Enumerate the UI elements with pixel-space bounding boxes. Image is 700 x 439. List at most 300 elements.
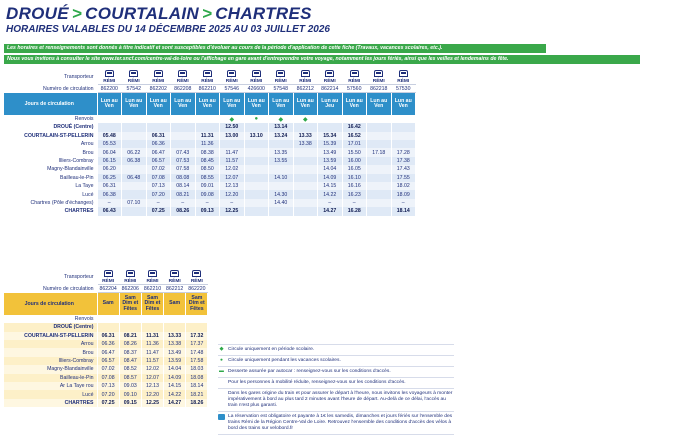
stop-row	[4, 332, 208, 340]
renvois-label: Renvois	[4, 115, 97, 123]
train-number: 57560	[342, 85, 367, 93]
days-cell: Sam Dim et Fêtes	[141, 293, 163, 315]
carrier-name: RÉMI	[168, 279, 181, 284]
carrier-cell	[171, 70, 196, 85]
stop-time: 16.52	[342, 132, 367, 140]
stop-time: 06.57	[146, 157, 171, 165]
stop-time: 07.53	[171, 157, 196, 165]
stop-time	[293, 123, 318, 131]
stop-time: 16.05	[342, 165, 367, 173]
days-row	[4, 93, 416, 115]
train-number: 862210	[195, 85, 220, 93]
stop-time	[367, 182, 392, 190]
train-number: 57530	[391, 85, 416, 93]
train-number-label: Numéro de circulation	[4, 285, 97, 293]
carrier-cell	[391, 70, 416, 85]
renvois-cell: ◆	[220, 115, 245, 123]
carrier-cell	[367, 70, 392, 85]
stop-time: 11.57	[141, 357, 163, 365]
train-number: 862206	[119, 285, 141, 293]
stop-time: 08.47	[119, 357, 141, 365]
stop-row	[4, 340, 208, 348]
stop-time	[269, 165, 294, 173]
legend-item	[218, 412, 454, 435]
legend-text: La réservation est obligatoire et payante à 1€ les samedis, dimanches et jours fériés sur l'ensemble des trains Rémi de la Région Centre-Val de Loire. Retrouvez l'ensemble des conditions d'accès des vélos à bord des trains sur velobord.fr	[228, 414, 453, 431]
renvois-cell	[195, 115, 220, 123]
renvois-row	[4, 115, 416, 123]
stop-name: Bailleau-le-Pin	[4, 174, 97, 182]
stop-name: Arrou	[4, 140, 97, 148]
train-number: 862210	[141, 285, 163, 293]
stop-row	[4, 157, 416, 165]
carrier-cell	[141, 270, 163, 285]
legend-symbol: ●	[220, 358, 223, 363]
carrier-row	[4, 270, 208, 285]
train-number: 57542	[122, 85, 147, 93]
legend-item	[218, 344, 454, 356]
stop-time: 08.08	[171, 174, 196, 182]
renvois-cell	[342, 115, 367, 123]
stop-time: 11.47	[141, 348, 163, 356]
carrier-cell	[220, 70, 245, 85]
stop-time	[244, 165, 269, 173]
days-label: Jours de circulation	[4, 293, 97, 315]
stop-time: 07.25	[146, 207, 171, 215]
stop-time	[171, 132, 196, 140]
carrier-cell	[119, 270, 141, 285]
days-cell: Lun au Jeu	[318, 93, 343, 115]
carrier-label: Transporteur	[4, 270, 97, 285]
train-icon	[192, 270, 201, 277]
renvois-label: Renvois	[4, 315, 97, 323]
renvois-cell	[119, 315, 141, 323]
stop-time: 14.09	[318, 174, 343, 182]
carrier-cell	[146, 70, 171, 85]
days-cell: Lun au Ven	[342, 93, 367, 115]
stop-time	[244, 140, 269, 148]
stop-time	[119, 323, 141, 331]
stop-name: Arrou	[4, 340, 97, 348]
stop-time: 13.33	[293, 132, 318, 140]
stop-time	[244, 123, 269, 131]
stop-time: 12.20	[141, 390, 163, 398]
stop-time: 08.38	[195, 148, 220, 156]
stop-name: COURTALAIN-ST-PELLERIN	[4, 332, 97, 340]
page-title	[6, 4, 312, 24]
train-number: 426600	[244, 85, 269, 93]
stop-time: –	[171, 199, 196, 207]
renvois-cell	[171, 115, 196, 123]
train-icon	[170, 270, 179, 277]
stop-time: –	[391, 199, 416, 207]
separator-2: >	[201, 4, 213, 23]
stop-name: CHARTRES	[4, 207, 97, 215]
stop-name: Brou	[4, 348, 97, 356]
timetable-weekend	[4, 270, 208, 407]
train-icon	[374, 70, 383, 77]
stop-time	[244, 157, 269, 165]
stop-time	[244, 182, 269, 190]
stop-time: –	[195, 199, 220, 207]
days-cell: Lun au Ven	[293, 93, 318, 115]
renvois-cell: ◆	[293, 115, 318, 123]
stop-time: –	[97, 199, 122, 207]
carrier-cell	[122, 70, 147, 85]
train-icon	[129, 70, 138, 77]
stop-time	[269, 182, 294, 190]
stop-time: 06.15	[97, 157, 122, 165]
carrier-name: RÉMI	[152, 79, 165, 84]
carrier-name: RÉMI	[250, 79, 263, 84]
days-cell: Lun au Ven	[171, 93, 196, 115]
days-cell: Lun au Ven	[220, 93, 245, 115]
stop-row	[4, 182, 416, 190]
stop-time: 16.10	[342, 174, 367, 182]
renvois-cell	[141, 315, 163, 323]
stop-time: 11.36	[141, 340, 163, 348]
renvois-cell	[391, 115, 416, 123]
stop-name: DROUÉ (Centre)	[4, 323, 97, 331]
stop-time	[293, 199, 318, 207]
stop-time: 06.57	[97, 357, 119, 365]
legend-text: Circule uniquement pendant les vacances scolaires.	[228, 358, 341, 363]
stop-time: 07.10	[122, 199, 147, 207]
stop-time	[220, 140, 245, 148]
days-cell: Lun au Ven	[367, 93, 392, 115]
stop-time	[269, 140, 294, 148]
stop-time: 14.15	[164, 382, 186, 390]
stop-time	[122, 140, 147, 148]
stop-time: 11.31	[195, 132, 220, 140]
train-icon	[148, 270, 157, 277]
train-icon	[276, 70, 285, 77]
train-number: 57546	[220, 85, 245, 93]
stop-time: 12.50	[220, 123, 245, 131]
stop-time: 16.42	[342, 123, 367, 131]
train-number: 862202	[146, 85, 171, 93]
stop-time: 08.50	[195, 165, 220, 173]
legend-text: Dans les gares origine du train et pour assurer le départ à l'heure, nous invitons les voyageurs à monter impérativement à bord au plus tard 2 minutes avant l'heure de départ. Au-delà de ce délai, l'accès au train n'est plus garanti.	[228, 391, 453, 408]
stop-time: 13.35	[269, 148, 294, 156]
stop-time: 07.13	[146, 182, 171, 190]
stop-time: 14.27	[318, 207, 343, 215]
train-icon	[126, 270, 135, 277]
stop-row	[4, 323, 208, 331]
stop-time: 13.24	[269, 132, 294, 140]
stop-time: 07.13	[97, 382, 119, 390]
carrier-name: RÉMI	[372, 79, 385, 84]
stop-row	[4, 132, 416, 140]
legend-item	[218, 378, 454, 389]
stop-time	[293, 182, 318, 190]
stop-time: 09.10	[119, 390, 141, 398]
stop-time: 07.43	[171, 148, 196, 156]
legend-symbol: ◆	[219, 347, 224, 352]
stop-row	[4, 123, 416, 131]
carrier-cell	[318, 70, 343, 85]
stop-time: 09.13	[195, 207, 220, 215]
stop-name: Magny-Blandainville	[4, 365, 97, 373]
stop-time: 15.34	[318, 132, 343, 140]
carrier-name: RÉMI	[103, 79, 116, 84]
stop-row	[4, 357, 208, 365]
train-number-label: Numéro de circulation	[4, 85, 97, 93]
carrier-name: RÉMI	[225, 79, 238, 84]
destination-name: CHARTRES	[215, 4, 312, 23]
train-number: 862212	[293, 85, 318, 93]
stop-time	[391, 132, 416, 140]
stop-time: 12.07	[141, 374, 163, 382]
stop-time: 08.26	[171, 207, 196, 215]
stop-time: 13.14	[269, 123, 294, 131]
stop-time: 16.16	[342, 182, 367, 190]
timetable-weekday	[4, 70, 416, 216]
stop-time	[122, 190, 147, 198]
renvois-cell	[318, 115, 343, 123]
stop-time	[293, 148, 318, 156]
stop-time: 12.20	[220, 190, 245, 198]
stop-time: 16.23	[342, 190, 367, 198]
stop-time: 06.31	[97, 182, 122, 190]
stop-time	[141, 323, 163, 331]
stop-row	[4, 165, 416, 173]
stop-time: 06.22	[122, 148, 147, 156]
stop-time	[171, 123, 196, 131]
stop-time: 14.30	[269, 190, 294, 198]
train-icon	[227, 70, 236, 77]
stop-time	[122, 123, 147, 131]
stop-time: 11.47	[220, 148, 245, 156]
carrier-name: RÉMI	[323, 79, 336, 84]
carrier-name: RÉMI	[397, 79, 410, 84]
stop-time: 06.04	[97, 148, 122, 156]
stop-name: Magny-Blandainville	[4, 165, 97, 173]
stop-time	[122, 132, 147, 140]
stop-row	[4, 390, 208, 398]
stop-name: Lucé	[4, 190, 97, 198]
stop-time: 06.47	[146, 148, 171, 156]
stop-time: 17.58	[186, 357, 208, 365]
stop-time	[367, 199, 392, 207]
renvois-cell	[97, 115, 122, 123]
stop-time	[367, 132, 392, 140]
bus-icon: ▬	[219, 369, 224, 374]
stop-time: 13.49	[318, 148, 343, 156]
legend-item	[218, 367, 454, 378]
stop-time: 08.52	[119, 365, 141, 373]
stop-name: Illiers-Combray	[4, 357, 97, 365]
stop-time: 06.38	[122, 157, 147, 165]
renvois-cell	[146, 115, 171, 123]
stop-time	[391, 140, 416, 148]
stop-name: DROUÉ (Centre)	[4, 123, 97, 131]
renvois-cell	[367, 115, 392, 123]
stop-time: 05.48	[97, 132, 122, 140]
train-number-row	[4, 285, 208, 293]
stop-row	[4, 174, 416, 182]
stop-time: 06.38	[97, 190, 122, 198]
train-number: 862220	[186, 285, 208, 293]
stop-time	[244, 190, 269, 198]
stop-time: 18.08	[186, 374, 208, 382]
stop-time: 09.08	[195, 190, 220, 198]
separator-1: >	[71, 4, 83, 23]
train-icon	[104, 270, 113, 277]
carrier-name: RÉMI	[146, 279, 159, 284]
stop-time	[293, 165, 318, 173]
stop-time: 14.15	[318, 182, 343, 190]
stop-time	[293, 207, 318, 215]
train-icon	[252, 70, 261, 77]
days-cell: Lun au Ven	[269, 93, 294, 115]
stop-time	[391, 123, 416, 131]
legend-text: Pour les personnes à mobilité réduite, renseignez-vous sur les conditions d'accès.	[228, 380, 406, 385]
train-icon	[325, 70, 334, 77]
stop-time: 15.50	[342, 148, 367, 156]
carrier-name: RÉMI	[124, 279, 137, 284]
stop-time: –	[318, 199, 343, 207]
validity-subtitle: HORAIRES VALABLES DU 14 DÉCEMBRE 2025 AU 03 JUILLET 2026	[6, 24, 330, 35]
stop-time	[367, 165, 392, 173]
stop-time: 14.04	[318, 165, 343, 173]
stop-time: 18.14	[391, 207, 416, 215]
stop-row	[4, 348, 208, 356]
carrier-cell	[342, 70, 367, 85]
stop-time	[244, 207, 269, 215]
stop-name: CHARTRES	[4, 399, 97, 407]
carrier-name: RÉMI	[176, 79, 189, 84]
stop-time: 13.49	[164, 348, 186, 356]
stop-time: 13.33	[164, 332, 186, 340]
stop-name: Illiers-Combray	[4, 157, 97, 165]
renvois-cell: ●	[244, 115, 269, 123]
stop-time: 12.07	[220, 174, 245, 182]
bike-icon	[218, 414, 225, 420]
stop-time: 13.10	[244, 132, 269, 140]
stop-row	[4, 199, 416, 207]
renvois-cell: ◆	[269, 115, 294, 123]
stop-time: 07.20	[146, 190, 171, 198]
stop-time	[122, 165, 147, 173]
stop-time: 14.04	[164, 365, 186, 373]
stop-time: 06.20	[97, 165, 122, 173]
stop-time: 06.36	[146, 140, 171, 148]
train-icon	[203, 70, 212, 77]
stop-time: 18.14	[186, 382, 208, 390]
carrier-cell	[293, 70, 318, 85]
stop-time: 13.59	[318, 157, 343, 165]
days-cell: Sam	[164, 293, 186, 315]
stop-time: 18.02	[391, 182, 416, 190]
stop-time: 18.26	[186, 399, 208, 407]
renvois-cell	[164, 315, 186, 323]
carrier-cell	[97, 270, 119, 285]
stop-time	[293, 157, 318, 165]
stop-time: 06.47	[97, 348, 119, 356]
stop-time: 18.21	[186, 390, 208, 398]
stop-time: 13.55	[269, 157, 294, 165]
stop-name: Brou	[4, 148, 97, 156]
renvois-cell	[97, 315, 119, 323]
stop-time: 07.25	[97, 399, 119, 407]
stop-row	[4, 207, 416, 215]
days-cell: Sam Dim et Fêtes	[119, 293, 141, 315]
legend-text: Desserte assurée par autocar : renseignez-vous sur les conditions d'accès.	[228, 369, 391, 374]
stop-time: 12.25	[220, 207, 245, 215]
stop-time	[367, 207, 392, 215]
stop-row	[4, 140, 416, 148]
days-cell: Lun au Ven	[391, 93, 416, 115]
days-label: Jours de circulation	[4, 93, 97, 115]
renvois-cell	[122, 115, 147, 123]
stop-time: 11.31	[141, 332, 163, 340]
stop-time: 06.43	[97, 207, 122, 215]
stop-time: 13.00	[220, 132, 245, 140]
stop-time: 12.13	[220, 182, 245, 190]
train-number: 862204	[97, 285, 119, 293]
stop-time: 16.00	[342, 157, 367, 165]
notice-disclaimer: Les horaires et renseignements sont donnés à titre indicatif et sont susceptibles d'évoluer au cours de la période d'application de cette fiche (Travaux, vacances scolaires, etc.).	[4, 44, 546, 53]
carrier-name: RÉMI	[127, 79, 140, 84]
train-icon	[350, 70, 359, 77]
train-number: 862208	[171, 85, 196, 93]
stop-time	[367, 123, 392, 131]
stop-time: 08.21	[171, 190, 196, 198]
stop-time: 08.55	[195, 174, 220, 182]
stop-time: 13.59	[164, 357, 186, 365]
stop-time: 14.22	[164, 390, 186, 398]
days-cell: Lun au Ven	[195, 93, 220, 115]
stop-time: 07.02	[97, 365, 119, 373]
train-number: 862200	[97, 85, 122, 93]
stop-time	[318, 123, 343, 131]
stop-time: 17.01	[342, 140, 367, 148]
carrier-cell	[195, 70, 220, 85]
via-name: COURTALAIN	[85, 4, 199, 23]
stop-time: 17.55	[391, 174, 416, 182]
stop-time: 08.57	[119, 374, 141, 382]
stop-time: 17.32	[186, 332, 208, 340]
carrier-name: RÉMI	[299, 79, 312, 84]
carrier-name: RÉMI	[102, 279, 115, 284]
stop-time	[146, 123, 171, 131]
stop-time: 06.48	[122, 174, 147, 182]
stop-time	[293, 174, 318, 182]
days-cell: Lun au Ven	[122, 93, 147, 115]
stop-time: 14.09	[164, 374, 186, 382]
train-icon	[399, 70, 408, 77]
legend-item	[218, 389, 454, 412]
stop-name: Lucé	[4, 390, 97, 398]
stop-time: 06.25	[97, 174, 122, 182]
origin-name: DROUÉ	[6, 4, 69, 23]
stop-time: 08.14	[171, 182, 196, 190]
stop-time: 15.39	[318, 140, 343, 148]
stop-time: 09.03	[119, 382, 141, 390]
renvois-row	[4, 315, 208, 323]
stop-time: 05.53	[97, 140, 122, 148]
stop-time: 12.13	[141, 382, 163, 390]
stop-row	[4, 190, 416, 198]
stop-name: Ar La Taye rou	[4, 382, 97, 390]
stop-time: 17.18	[367, 148, 392, 156]
days-cell: Lun au Ven	[146, 93, 171, 115]
stop-time	[367, 174, 392, 182]
stop-time: 17.38	[391, 157, 416, 165]
stop-time: 13.38	[164, 340, 186, 348]
train-number-row	[4, 85, 416, 93]
carrier-cell	[97, 70, 122, 85]
